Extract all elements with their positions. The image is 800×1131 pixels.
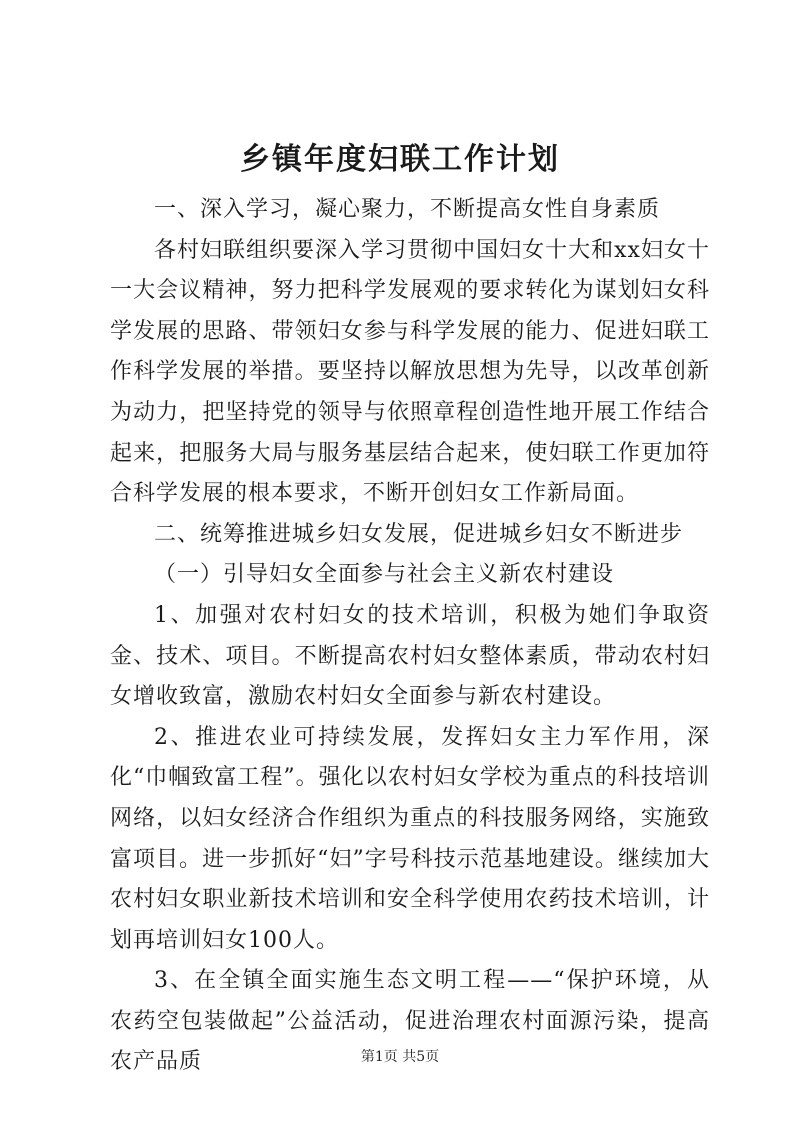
document-title: 乡镇年度妇联工作计划	[240, 142, 560, 177]
page-number-footer: 第1页 共5页	[360, 1049, 440, 1065]
paragraph-item-2: 2、推进农业可持续发展，发挥妇女主力军作用，深化“巾帼致富工程”。强化以农村妇女学校为重点的科技培训网络，以妇女经济合作组织为重点的科技服务网络，实施致富项目。进一步抓好“妇”字号科技示范基地建设。继续加大农村妇女职业新技术培训和安全科学使用农药技术培训，计划再培训妇女100人。	[110, 724, 710, 953]
subsection-heading-1: （一）引导妇女全面参与社会主义新农村建设	[154, 562, 615, 588]
document-body	[110, 190, 710, 1083]
section-heading-1: 一、深入学习，凝心聚力，不断提高女性自身素质	[154, 197, 661, 222]
paragraph-item-3: 3、在全镇全面实施生态文明工程——“保护环境，从农药空包装做起”公益活动，促进治理农村面源污染，提高农产品质	[110, 968, 710, 1075]
paragraph-study: 各村妇联组织要深入学习贯彻中国妇女十大和xx妇女十一大会议精神，努力把科学发展观的要求转化为谋划妇女科学发展的思路、带领妇女参与科学发展的能力、促进妇联工作科学发展的举措。要坚持以解放思想为先导，以改革创新为动力，把坚持党的领导与依照章程创造性地开展工作结合起来，把服务大局与服务基层结合起来，使妇联工作更加符合科学发展的根本要求，不断开创妇女工作新局面。	[110, 237, 710, 507]
paragraph-item-1: 1、加强对农村妇女的技术培训，积极为她们争取资金、技术、项目。不断提高农村妇女整体素质，带动农村妇女增收致富，激励农村妇女全面参与新农村建设。	[110, 602, 710, 710]
section-heading-2: 二、统筹推进城乡妇女发展，促进城乡妇女不断进步	[154, 521, 684, 547]
